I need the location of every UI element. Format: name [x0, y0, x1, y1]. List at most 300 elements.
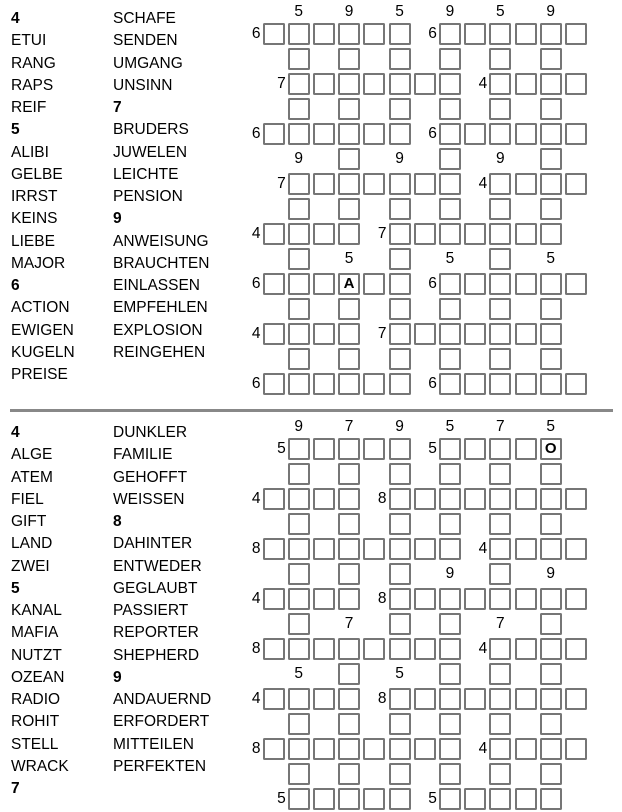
word-list-entry: ENTWEDER [113, 557, 202, 575]
grid-cell[interactable] [439, 788, 461, 810]
grid-cell[interactable] [313, 538, 335, 560]
grid-cell[interactable] [288, 173, 310, 195]
word-list-entry: LAND [11, 535, 53, 553]
grid-cell[interactable] [288, 198, 310, 220]
grid-cell[interactable] [515, 638, 537, 660]
grid-cell[interactable] [363, 438, 385, 460]
grid-cell[interactable] [288, 588, 310, 610]
grid-cell[interactable] [439, 488, 461, 510]
grid-cell[interactable] [389, 563, 411, 585]
column-length-label: 9 [294, 150, 303, 167]
grid-cell[interactable] [288, 273, 310, 295]
grid-cell[interactable] [288, 763, 310, 785]
grid-cell[interactable] [389, 173, 411, 195]
word-list-entry: UMGANG [113, 54, 183, 72]
grid-cell[interactable] [389, 488, 411, 510]
column-length-label: 5 [546, 418, 555, 435]
grid-cell[interactable] [288, 298, 310, 320]
row-length-label: 8 [251, 740, 261, 757]
grid-cell[interactable] [414, 588, 436, 610]
grid-cell[interactable] [389, 348, 411, 370]
grid-cell[interactable] [540, 438, 562, 460]
grid-cell[interactable] [263, 488, 285, 510]
word-list-entry: MITTEILEN [113, 735, 194, 753]
grid-cell[interactable] [288, 98, 310, 120]
word-length-header: 6 [11, 277, 20, 294]
grid-cell[interactable] [338, 463, 360, 485]
grid-cell[interactable] [363, 373, 385, 395]
grid-cell[interactable] [288, 538, 310, 560]
grid-cell[interactable] [515, 588, 537, 610]
grid-cell[interactable] [338, 298, 360, 320]
grid-cell[interactable] [389, 713, 411, 735]
grid-cell[interactable] [363, 123, 385, 145]
grid-cell[interactable] [389, 538, 411, 560]
grid-cell[interactable] [464, 588, 486, 610]
grid-cell[interactable] [313, 373, 335, 395]
grid-cell[interactable] [439, 738, 461, 760]
row-length-label: 4 [251, 490, 261, 507]
grid-cell[interactable] [515, 438, 537, 460]
grid-cell[interactable] [288, 613, 310, 635]
grid-cell[interactable] [288, 73, 310, 95]
grid-cell[interactable] [338, 763, 360, 785]
grid-cell[interactable] [263, 638, 285, 660]
grid-cell[interactable] [515, 788, 537, 810]
grid-cell[interactable] [288, 373, 310, 395]
grid-cell[interactable] [489, 463, 511, 485]
grid-cell[interactable] [515, 23, 537, 45]
grid-cell[interactable] [439, 123, 461, 145]
grid-cell[interactable] [288, 488, 310, 510]
grid-cell[interactable] [389, 323, 411, 345]
grid-cell[interactable] [565, 173, 587, 195]
grid-cell[interactable] [540, 23, 562, 45]
grid-cell[interactable] [288, 513, 310, 535]
grid-cell[interactable] [439, 323, 461, 345]
grid-cell[interactable] [540, 613, 562, 635]
grid-cell[interactable] [489, 513, 511, 535]
grid-cell[interactable] [313, 638, 335, 660]
grid-cell[interactable] [288, 248, 310, 270]
grid-cell[interactable] [263, 123, 285, 145]
grid-cell[interactable] [489, 638, 511, 660]
grid-cell[interactable] [313, 23, 335, 45]
column-length-label: 9 [294, 418, 303, 435]
grid-cell[interactable] [489, 273, 511, 295]
grid-cell[interactable] [565, 588, 587, 610]
grid-cell[interactable] [263, 588, 285, 610]
grid-cell[interactable] [515, 688, 537, 710]
grid-cell[interactable] [263, 273, 285, 295]
grid-cell[interactable] [338, 373, 360, 395]
grid-cell[interactable] [515, 738, 537, 760]
grid-cell[interactable] [414, 73, 436, 95]
word-length-header: 7 [113, 99, 122, 116]
grid-cell[interactable] [489, 538, 511, 560]
row-length-label: 8 [251, 640, 261, 657]
grid-cell[interactable] [389, 48, 411, 70]
grid-cell[interactable] [439, 198, 461, 220]
word-list-entry: BRUDERS [113, 121, 189, 139]
grid-cell[interactable] [313, 123, 335, 145]
word-list-entry: GEGLAUBT [113, 579, 198, 597]
grid-cell[interactable] [288, 688, 310, 710]
grid-cell[interactable] [263, 688, 285, 710]
word-list-entry: WRACK [11, 757, 69, 775]
grid-cell[interactable] [338, 198, 360, 220]
grid-cell[interactable] [439, 173, 461, 195]
grid-cell[interactable] [313, 738, 335, 760]
grid-cell[interactable] [565, 538, 587, 560]
grid-cell[interactable] [263, 323, 285, 345]
grid-cell[interactable] [540, 488, 562, 510]
grid-cell[interactable] [263, 538, 285, 560]
grid-cell[interactable] [389, 273, 411, 295]
grid-cell[interactable] [313, 73, 335, 95]
grid-cell[interactable] [464, 373, 486, 395]
grid-cell[interactable] [338, 73, 360, 95]
grid-cell[interactable] [338, 323, 360, 345]
grid-cell[interactable] [288, 563, 310, 585]
grid-cell[interactable] [338, 788, 360, 810]
grid-cell[interactable] [338, 513, 360, 535]
grid-cell[interactable] [338, 663, 360, 685]
grid-cell[interactable] [439, 348, 461, 370]
grid-cell[interactable] [414, 688, 436, 710]
word-list-entry: IRRST [11, 188, 58, 205]
grid-cell[interactable] [489, 248, 511, 270]
grid-cell[interactable] [540, 48, 562, 70]
grid-cell[interactable] [288, 738, 310, 760]
grid-cell[interactable] [313, 688, 335, 710]
grid-cell[interactable] [338, 348, 360, 370]
grid-cell[interactable] [389, 198, 411, 220]
grid-cell[interactable] [540, 463, 562, 485]
grid-cell[interactable] [363, 638, 385, 660]
grid-cell[interactable] [338, 563, 360, 585]
grid-cell[interactable] [338, 738, 360, 760]
grid-cell[interactable] [313, 173, 335, 195]
grid-cell[interactable] [313, 488, 335, 510]
grid-cell[interactable] [464, 223, 486, 245]
grid-cell[interactable] [489, 73, 511, 95]
grid-cell[interactable] [540, 513, 562, 535]
grid-cell[interactable] [489, 173, 511, 195]
grid-cell[interactable] [439, 513, 461, 535]
row-length-label: 4 [478, 75, 488, 92]
grid-cell[interactable] [313, 788, 335, 810]
word-list-entry: RANG [11, 54, 56, 72]
word-list-entry: REIF [11, 99, 47, 116]
grid-cell[interactable] [439, 438, 461, 460]
grid-cell[interactable] [288, 788, 310, 810]
grid-cell[interactable] [515, 223, 537, 245]
grid-cell[interactable] [389, 23, 411, 45]
row-length-label: 4 [251, 690, 261, 707]
grid-cell[interactable] [389, 513, 411, 535]
grid-cell[interactable] [389, 738, 411, 760]
grid-cell[interactable] [489, 713, 511, 735]
word-list-entry: DAHINTER [113, 535, 193, 553]
grid-cell[interactable] [414, 538, 436, 560]
grid-cell[interactable] [540, 148, 562, 170]
grid-cell[interactable] [263, 373, 285, 395]
grid-cell[interactable] [439, 23, 461, 45]
grid-cell[interactable] [338, 273, 360, 295]
grid-cell[interactable] [263, 738, 285, 760]
grid-cell[interactable] [464, 688, 486, 710]
grid-cell[interactable] [540, 273, 562, 295]
grid-cell[interactable] [540, 538, 562, 560]
grid-cell[interactable] [389, 463, 411, 485]
grid-cell[interactable] [565, 273, 587, 295]
grid-cell[interactable] [389, 438, 411, 460]
grid-cell[interactable] [565, 373, 587, 395]
grid-cell[interactable] [288, 223, 310, 245]
grid-cell[interactable] [565, 23, 587, 45]
column-length-label: 5 [395, 665, 404, 682]
grid-cell[interactable] [515, 373, 537, 395]
grid-cell[interactable] [489, 323, 511, 345]
grid-cell[interactable] [464, 788, 486, 810]
grid-cell[interactable] [489, 738, 511, 760]
row-length-label: 5 [277, 440, 286, 457]
word-list-entry: RAPS [11, 76, 54, 94]
grid-cell[interactable] [464, 323, 486, 345]
grid-cell[interactable] [515, 73, 537, 95]
grid-cell[interactable] [338, 588, 360, 610]
grid-cell[interactable] [338, 538, 360, 560]
grid-cell[interactable] [389, 373, 411, 395]
grid-cell[interactable] [540, 123, 562, 145]
grid-cell[interactable] [288, 348, 310, 370]
grid-cell[interactable] [338, 48, 360, 70]
grid-cell[interactable] [540, 98, 562, 120]
row-length-label: 7 [377, 325, 387, 342]
grid-cell[interactable] [389, 613, 411, 635]
grid-cell[interactable] [439, 763, 461, 785]
grid-cell[interactable] [464, 438, 486, 460]
grid-cell[interactable] [389, 98, 411, 120]
grid-cell[interactable] [338, 148, 360, 170]
grid-cell[interactable] [540, 688, 562, 710]
grid-cell[interactable] [489, 663, 511, 685]
grid-cell[interactable] [540, 173, 562, 195]
grid-cell[interactable] [439, 98, 461, 120]
grid-cell[interactable] [288, 463, 310, 485]
grid-cell[interactable] [540, 73, 562, 95]
grid-cell[interactable] [515, 273, 537, 295]
row-length-label: 4 [478, 540, 488, 557]
word-list-entry: LIEBE [11, 232, 55, 250]
grid-cell[interactable] [338, 123, 360, 145]
grid-cell[interactable] [464, 273, 486, 295]
grid-cell[interactable] [540, 738, 562, 760]
grid-cell[interactable] [338, 173, 360, 195]
grid-cell[interactable] [439, 48, 461, 70]
grid-cell[interactable] [515, 123, 537, 145]
grid-cell[interactable] [363, 538, 385, 560]
grid-cell[interactable] [489, 488, 511, 510]
grid-cell[interactable] [389, 298, 411, 320]
grid-cell[interactable] [288, 323, 310, 345]
grid-cell[interactable] [540, 373, 562, 395]
grid-cell[interactable] [489, 688, 511, 710]
grid-cell[interactable] [540, 763, 562, 785]
grid-cell[interactable] [414, 223, 436, 245]
grid-cell[interactable] [515, 538, 537, 560]
grid-cell[interactable] [515, 173, 537, 195]
grid-cell[interactable] [540, 638, 562, 660]
grid-cell[interactable] [565, 488, 587, 510]
grid-cell[interactable] [464, 23, 486, 45]
grid-cell[interactable] [389, 688, 411, 710]
grid-cell[interactable] [515, 323, 537, 345]
grid-cell[interactable] [565, 123, 587, 145]
grid-cell[interactable] [439, 223, 461, 245]
grid-cell[interactable] [338, 713, 360, 735]
grid-cell[interactable] [338, 638, 360, 660]
grid-cell[interactable] [489, 588, 511, 610]
column-length-label: 5 [344, 250, 354, 267]
grid-cell[interactable] [439, 613, 461, 635]
grid-cell[interactable] [439, 663, 461, 685]
grid-cell[interactable] [439, 148, 461, 170]
grid-cell[interactable] [489, 123, 511, 145]
grid-cell[interactable] [288, 638, 310, 660]
grid-cell[interactable] [489, 48, 511, 70]
grid-cell[interactable] [389, 588, 411, 610]
grid-cell[interactable] [439, 73, 461, 95]
grid-cell[interactable] [389, 123, 411, 145]
word-list-entry: GIFT [11, 513, 47, 530]
word-length-header: 9 [113, 210, 122, 228]
grid-cell[interactable] [263, 23, 285, 45]
grid-cell[interactable] [338, 488, 360, 510]
grid-cell[interactable] [489, 438, 511, 460]
grid-cell[interactable] [338, 223, 360, 245]
word-list-entry: ACTION [11, 299, 70, 317]
grid-cell[interactable] [363, 738, 385, 760]
grid-cell[interactable] [464, 488, 486, 510]
grid-cell[interactable] [439, 373, 461, 395]
word-list-entry: KANAL [11, 602, 62, 619]
grid-cell[interactable] [489, 223, 511, 245]
grid-cell[interactable] [389, 638, 411, 660]
grid-cell[interactable] [414, 638, 436, 660]
grid-cell[interactable] [439, 298, 461, 320]
grid-cell[interactable] [414, 738, 436, 760]
grid-cell[interactable] [313, 323, 335, 345]
grid-cell[interactable] [363, 273, 385, 295]
word-list-entry: JUWELEN [113, 143, 188, 161]
grid-cell[interactable] [540, 198, 562, 220]
grid-cell[interactable] [540, 348, 562, 370]
grid-cell[interactable] [489, 373, 511, 395]
grid-cell[interactable] [489, 563, 511, 585]
grid-cell[interactable] [565, 638, 587, 660]
grid-cell[interactable] [363, 173, 385, 195]
grid-cell[interactable] [464, 123, 486, 145]
grid-cell[interactable] [540, 713, 562, 735]
grid-cell[interactable] [540, 298, 562, 320]
grid-cell[interactable] [313, 273, 335, 295]
grid-cell[interactable] [489, 23, 511, 45]
grid-cell[interactable] [439, 463, 461, 485]
row-length-label: 6 [251, 25, 261, 42]
grid-cell[interactable] [565, 73, 587, 95]
grid-cell[interactable] [313, 588, 335, 610]
grid-cell[interactable] [439, 588, 461, 610]
word-list-entry: REINGEHEN [113, 343, 206, 361]
grid-cell[interactable] [288, 48, 310, 70]
grid-cell[interactable] [565, 738, 587, 760]
grid-cell[interactable] [414, 173, 436, 195]
grid-cell[interactable] [565, 688, 587, 710]
grid-cell[interactable] [288, 123, 310, 145]
grid-cell[interactable] [389, 788, 411, 810]
word-list-entry: SCHAFE [113, 10, 176, 27]
grid-cell[interactable] [414, 488, 436, 510]
word-length-header: 5 [11, 121, 20, 139]
word-length-header: 4 [11, 10, 20, 27]
grid-cell[interactable] [439, 713, 461, 735]
grid-cell[interactable] [489, 198, 511, 220]
grid-cell[interactable] [439, 538, 461, 560]
word-list-entry: OZEAN [11, 668, 65, 686]
grid-cell[interactable] [540, 223, 562, 245]
word-list-entry: PREISE [11, 366, 68, 383]
grid-cell[interactable] [489, 348, 511, 370]
grid-cell[interactable] [389, 223, 411, 245]
grid-cell[interactable] [414, 323, 436, 345]
grid-cell[interactable] [389, 763, 411, 785]
grid-cell[interactable] [288, 713, 310, 735]
grid-cell[interactable] [439, 688, 461, 710]
grid-cell[interactable] [313, 438, 335, 460]
grid-cell[interactable] [489, 763, 511, 785]
grid-cell[interactable] [389, 248, 411, 270]
word-list-entry: FAMILIE [113, 446, 173, 464]
grid-cell[interactable] [288, 438, 310, 460]
grid-cell[interactable] [540, 663, 562, 685]
grid-cell[interactable] [263, 223, 285, 245]
grid-cell[interactable] [288, 23, 310, 45]
grid-cell[interactable] [363, 73, 385, 95]
grid-cell[interactable] [489, 298, 511, 320]
grid-cell[interactable] [313, 223, 335, 245]
grid-cell[interactable] [439, 638, 461, 660]
row-length-label: 4 [478, 640, 488, 657]
grid-cell[interactable] [489, 788, 511, 810]
grid-cell[interactable] [515, 488, 537, 510]
grid-cell[interactable] [489, 98, 511, 120]
grid-cell[interactable] [363, 23, 385, 45]
grid-cell[interactable] [389, 73, 411, 95]
grid-cell[interactable] [338, 98, 360, 120]
grid-cell[interactable] [540, 588, 562, 610]
grid-cell[interactable] [338, 438, 360, 460]
grid-cell[interactable] [540, 788, 562, 810]
word-list-entry: DUNKLER [113, 424, 188, 441]
grid-cell[interactable] [338, 23, 360, 45]
grid-cell[interactable] [338, 688, 360, 710]
grid-cell[interactable] [540, 323, 562, 345]
word-length-header: 7 [11, 780, 20, 797]
grid-cell[interactable] [363, 788, 385, 810]
grid-cell[interactable] [439, 273, 461, 295]
